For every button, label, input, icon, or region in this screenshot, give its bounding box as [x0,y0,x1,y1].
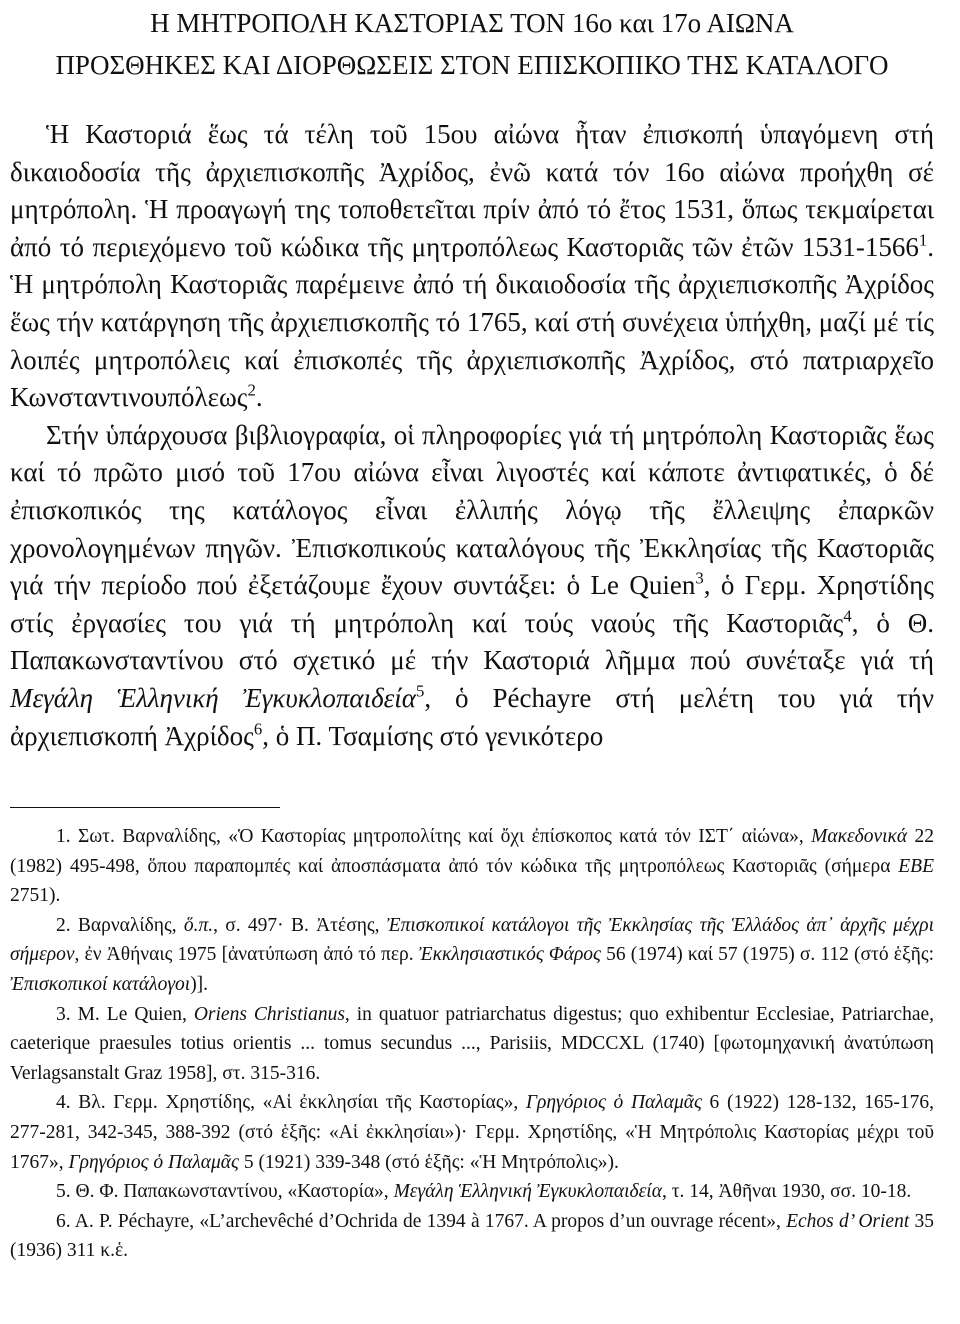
footnote-ref-6[interactable]: 6 [253,719,263,739]
paragraph-2-text-e: , ὁ Π. Τσαμίσης στό γενικότερο [262,720,604,751]
footnote-1-i1: Μακεδονικά [811,826,908,848]
footnote-5-a: 5. Θ. Φ. Παπακωνσταντίνου, «Καστορία», [56,1181,394,1203]
paragraph-2-text-d: , ὁ Péchayre στή μελέτη του γιά τήν ἀρχιεπισκοπή Ἀχρίδος [10,682,935,751]
footnote-2-i1: ὅ.π. [183,914,214,936]
footnote-2-b: , σ. 497· Β. Ἀτέσης, [213,914,387,936]
footnote-4 [10,1088,934,1177]
footnote-4-b: 6 (1922) 128-132, 165-176, 277-281, 342-345, 388-392 (στό ἑξῆς: «Αἱ ἐκκλησίαι»)· Γερμ. Χρηστίδης, «Ἡ Μητρόπολις Καστορίας μέχρι τοῦ 1767», [10,1092,934,1173]
footnote-3-a: 3. M. Le Quien, [56,1003,194,1025]
paragraph-2 [10,417,934,755]
main-text [10,116,934,755]
footnote-2-a: 2. Βαρναλίδης, [56,914,184,936]
footnote-1-b: 22 (1982) 495-498, ὅπου παραπομπές καί ἀποσπάσματα ἀπό τόν κώδικα τῆς μητροπόλεως Καστοριᾶς (σήμερα [10,826,934,877]
footnote-1 [10,822,934,911]
page-title: Η ΜΗΤΡΟΠΟΛΗ ΚΑΣΤΟΡΙΑΣ ΤΟΝ 16ο και 17ο ΑΙΩΝΑ [150,8,794,38]
footnote-1-c: 2751). [10,885,61,907]
paragraph-1-text-c: . [255,382,263,413]
footnote-2-i3: Ἐκκλησιαστικός Φάρος [418,944,601,966]
paragraph-1-text-b: . Ἡ μητρόπολη Καστοριᾶς παρέμεινε ἀπό τή δικαιοδοσία τῆς ἀρχιεπισκοπῆς Ἀχρίδος ἕως τήν κατάργηση τῆς ἀρχιεπισκοπῆς τό 1765, καί στή συνέχεια ὑπήχθη, μαζί μέ τίς λοιπές μητροπόλεις καί ἐπισκοπές τῆς ἀρχιεπισκοπῆς Ἀχρίδος, στό πατριαρχεῖο Κωνσταντινουπόλεως [10,231,934,413]
footnote-ref-4[interactable]: 4 [843,606,852,626]
footnote-6-i1: Echos d’ Orient [786,1210,910,1232]
footnote-2-c: , ἐν Ἀθήναις 1975 [ἀνατύπωση ἀπό τό περ. [74,944,419,966]
paragraph-2-text-c: , ὁ Θ. Παπακωνσταντίνου στό σχετικό μέ τήν Καστοριά λῆμμα πού συνέταξε γιά τή [10,607,934,676]
paragraph-1 [10,116,934,417]
footnote-3-b: , in quatuor patriarchatus digestus; quo exhibentur Ecclesiae, Patriarchae, caeterique praesules totius orientis ... tomus secundus ..., Parisiis, MDCCXL (1740) [φωτομηχανική ἀνατύπωση Verlagsanstalt Graz 1958], στ. 315-316. [10,1003,935,1084]
footnote-2-i4: Ἐπισκοπικοί κατάλογοι [10,974,191,996]
footnote-ref-5[interactable]: 5 [415,681,425,701]
footnote-3 [10,1000,934,1089]
footnote-6-a: 6. A. P. Péchayre, «L’archevêché d’Ochrida de 1394 à 1767. A propos d’un ouvrage récent», [56,1210,787,1232]
paragraph-1-text-a: Ἡ Καστοριά ἕως τά τέλη τοῦ 15ου αἰώνα ἦταν ἐπισκοπή ὑπαγόμενη στή δικαιοδοσία τῆς ἀρχιεπισκοπῆς Ἀχρίδος, ἐνῶ κατά τόν 16ο αἰώνα προήχθη σέ μητρόπολη. Ἡ προαγωγή της τοποθετεῖται πρίν ἀπό τό ἔτος 1531, ὅπως τεκμαίρεται ἀπό τό περιεχόμενο τοῦ κώδικα τῆς μητροπόλεως Καστοριᾶς τῶν ἐτῶν 1531-1566 [10,119,934,262]
footnote-5-b: , τ. 14, Ἀθῆναι 1930, σσ. 10-18. [661,1181,912,1203]
footnote-4-i2: Γρηγόριος ὁ Παλαμᾶς [68,1151,239,1173]
footnote-6-b: 35 (1936) 311 κ.ἑ. [10,1210,935,1262]
paragraph-2-text-b: , ὁ Γερμ. Χρηστίδης στίς ἐργασίες του γιά τή μητρόπολη καί τούς ναούς τῆς Καστοριᾶς [10,570,934,638]
page-header [10,4,934,84]
footnote-3-i1: Oriens Christianus [193,1003,345,1025]
footnote-5-i1: Μεγάλη Ἑλληνική Ἐγκυκλοπαιδεία [393,1181,662,1203]
footnotes [10,822,934,1266]
footnote-ref-3[interactable]: 3 [695,568,704,588]
footnote-divider [10,807,280,808]
paragraph-2-text-a: Στήν ὑπάρχουσα βιβλιογραφία, οἱ πληροφορίες γιά τή μητρόπολη Καστοριᾶς ἕως καί τό πρῶτο μισό τοῦ 17ου αἰώνα εἶναι λιγοστές καί κάποτε ἀντιφατικές, ὁ δέ ἐπισκοπικός της κατάλογος εἶναι ἐλλιπής λόγῳ τῆς ἔλλειψης ἐπαρκῶν χρονολογημένων πηγῶν. Ἐπισκοπικούς καταλόγους τῆς Ἐκκλησίας τῆς Καστοριᾶς γιά τήν περίοδο πού ἐξετάζουμε ἔχουν συντάξει: ὁ Le Quien [10,419,934,601]
footnote-1-i2: ΕΒΕ [898,855,934,877]
footnote-4-a: 4. Βλ. Γερμ. Χρηστίδης, «Αἱ ἐκκλησίαι τῆς Καστορίας», [56,1092,526,1114]
footnote-1-a: 1. Σωτ. Βαρναλίδης, «Ὁ Καστορίας μητροπολίτης καί ὄχι ἐπίσκοπος κατά τόν ΙΣΤ΄ αἰώνα», [56,826,812,848]
footnote-4-i1: Γρηγόριος ὁ Παλαμᾶς [525,1092,702,1114]
footnote-5 [10,1177,934,1207]
footnote-6 [10,1207,934,1266]
paragraph-2-italic-title: Μεγάλη Ἑλληνική Ἐγκυκλοπαιδεία [10,682,416,713]
footnote-4-c: 5 (1921) 339-348 (στό ἑξῆς: «Ἡ Μητρόπολις»). [238,1151,619,1173]
page-subtitle: ΠΡΟΣΘΗΚΕΣ ΚΑΙ ΔΙΟΡΘΩΣΕΙΣ ΣΤΟΝ ΕΠΙΣΚΟΠΙΚΟ ΤΗΣ ΚΑΤΑΛΟΓΟ [55,50,889,80]
footnote-2-d: 56 (1974) καί 57 (1975) σ. 112 (στό ἑξῆς: [600,944,934,966]
footnote-2-i2: Ἐπισκοπικοί κατάλογοι τῆς Ἐκκλησίας τῆς Ἑλλάδος ἀπ᾽ ἀρχῆς μέχρι σήμερον [10,914,934,966]
footnote-ref-2[interactable]: 2 [247,380,256,400]
footnote-ref-1[interactable]: 1 [918,230,928,250]
footnote-2 [10,911,934,1000]
footnote-2-e: )]. [190,974,209,996]
document-page [0,4,960,1324]
